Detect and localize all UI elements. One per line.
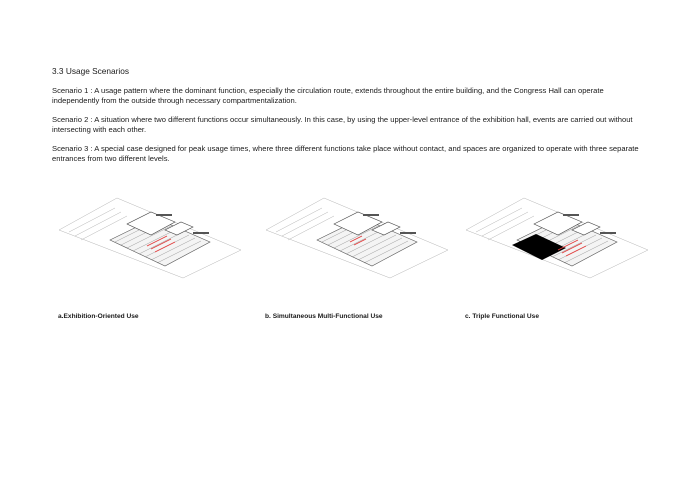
scenario-1-text: Scenario 1 : A usage pattern where the dominant function, especially the circulation route, extends throughout the entire building, and the Congress Hall can operate independently from the outside through necessary compartmentalization. bbox=[52, 86, 604, 105]
figure-b-caption: b. Simultaneous Multi-Functional Use bbox=[265, 313, 383, 320]
scenario-2-text: Scenario 2 : A situation where two different functions occur simultaneously. In this case, by using the upper-level entrance of the exhibition hall, events are carried out without intersecting with each other. bbox=[52, 115, 633, 134]
exhibition-oriented-use-diagram bbox=[55, 190, 245, 280]
section-title: 3.3 Usage Scenarios bbox=[52, 66, 130, 76]
figure-c-caption: c. Triple Functional Use bbox=[465, 313, 540, 320]
figure-a-caption: a.Exhibition-Oriented Use bbox=[58, 313, 139, 320]
scenario-3-text: Scenario 3 : A special case designed for peak usage times, where three different functions take place without contact, and spaces are organized to operate with three separate entrances from two different levels. bbox=[52, 144, 639, 163]
simultaneous-multi-functional-use-diagram bbox=[262, 190, 452, 280]
triple-functional-use-diagram bbox=[462, 190, 652, 280]
